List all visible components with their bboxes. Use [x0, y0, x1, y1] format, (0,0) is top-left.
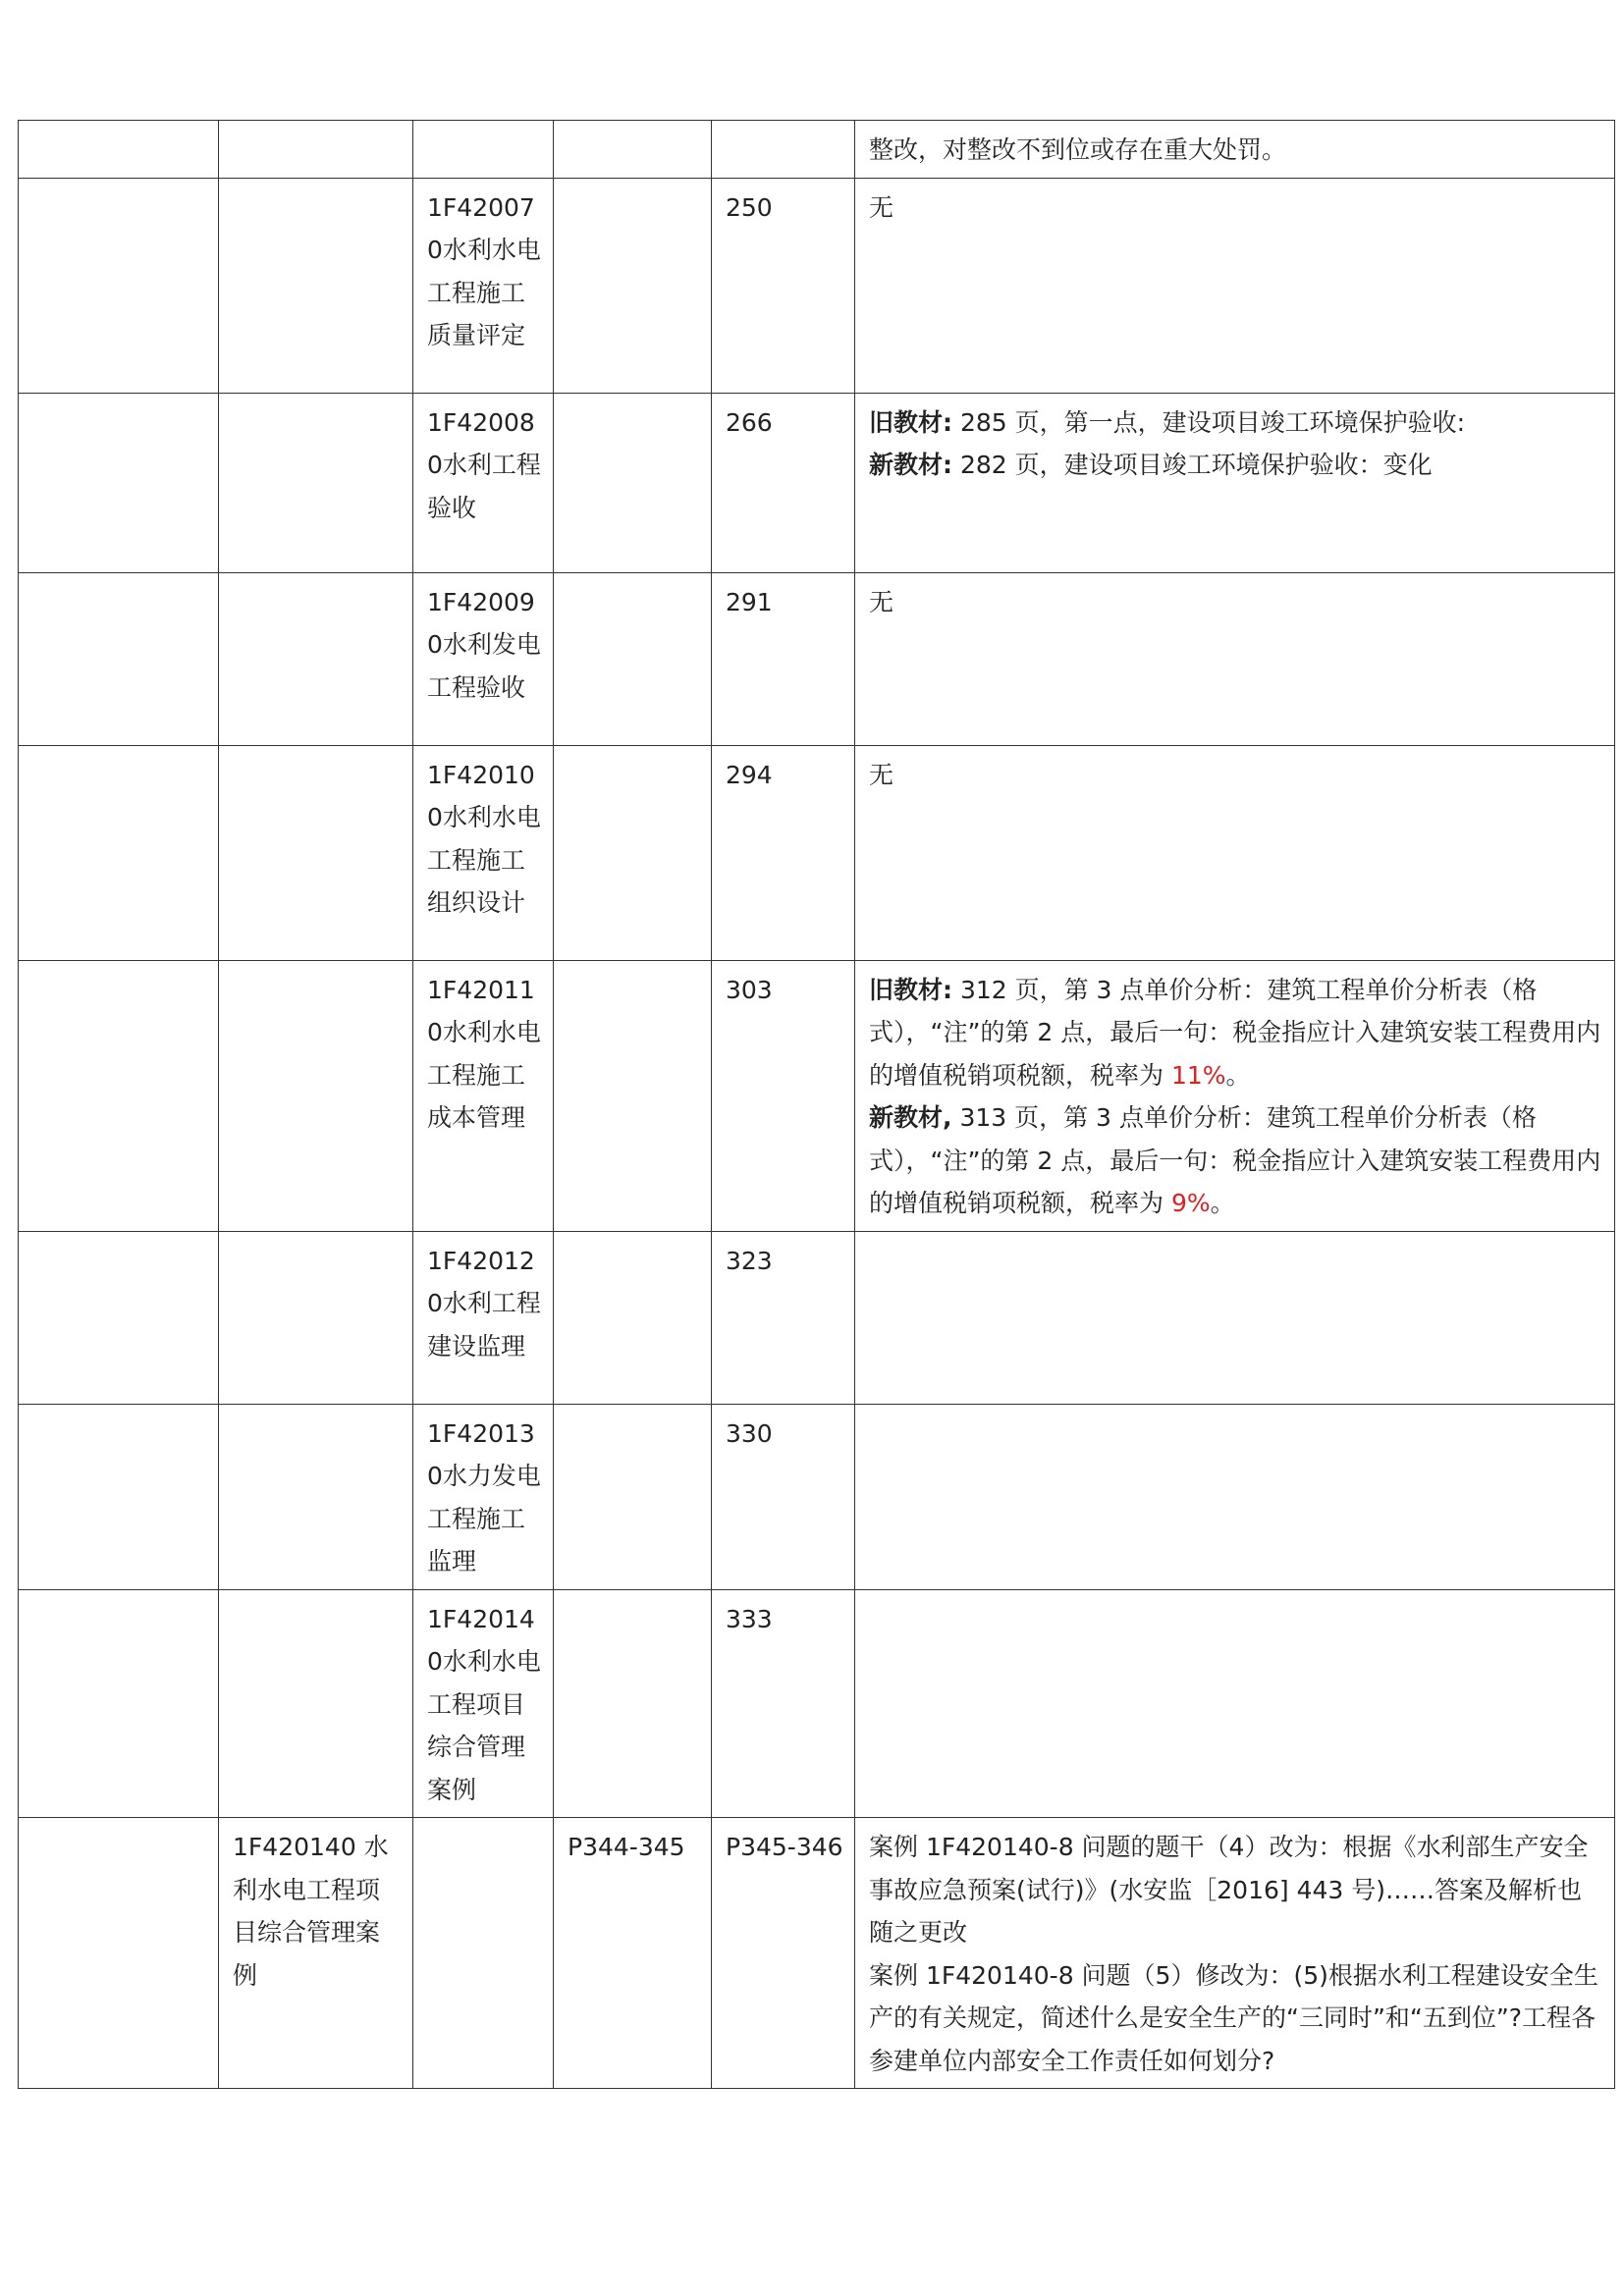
table-row [19, 572, 1615, 745]
cell-col2 [219, 960, 413, 1231]
cell-col4 [554, 178, 712, 393]
cell-col5 [712, 121, 855, 179]
cell-col2 [219, 121, 413, 179]
note-label: 新教材: [869, 451, 952, 479]
note-text: 。 [1210, 1189, 1235, 1217]
note-label: 新教材, [869, 1103, 952, 1132]
cell-col5: 250 [712, 178, 855, 393]
note-paragraph [869, 129, 1604, 172]
note-text: 312 页，第 3 点单价分析：建筑工程单价分析表（格式），“注”的第 2 点，最后一句：税金指应计入建筑安装工程费用内的增值税销项税额，税率为 [869, 975, 1601, 1090]
note-paragraph [869, 1826, 1604, 1954]
cell-col1 [19, 121, 219, 179]
note-text: 无 [869, 192, 894, 222]
cell-col5: P345-346 [712, 1818, 855, 2089]
note-text: 313 页，第 3 点单价分析：建筑工程单价分析表（格式），“注”的第 2 点，最后一句：税金指应计入建筑安装工程费用内的增值税销项税额，税率为 [869, 1103, 1601, 1217]
cell-col4 [554, 745, 712, 960]
tax-rate-highlight: 11% [1170, 1060, 1226, 1090]
cell-col4 [554, 960, 712, 1231]
note-text: 285 页，第一点，建设项目竣工环境保护验收: [952, 407, 1466, 437]
cell-notes [855, 572, 1615, 745]
cell-col1 [19, 393, 219, 572]
cell-notes [855, 1404, 1615, 1589]
cell-col4 [554, 1404, 712, 1589]
cell-notes [855, 1589, 1615, 1818]
cell-col2 [219, 745, 413, 960]
note-paragraph [869, 969, 1604, 1097]
cell-col1 [19, 178, 219, 393]
note-paragraph [869, 401, 1604, 445]
cell-notes [855, 960, 1615, 1231]
tax-rate-highlight: 9% [1170, 1189, 1211, 1217]
table-row [19, 393, 1615, 572]
cell-col3: 1F420080水利工程验收 [413, 393, 554, 572]
cell-col4 [554, 572, 712, 745]
cell-col5: 333 [712, 1589, 855, 1818]
cell-notes [855, 745, 1615, 960]
cell-col2 [219, 393, 413, 572]
cell-col5: 291 [712, 572, 855, 745]
cell-col1 [19, 1589, 219, 1818]
note-paragraph [869, 187, 1604, 230]
cell-col3 [413, 1818, 554, 2089]
note-text: 无 [869, 760, 894, 789]
cell-col3: 1F420110水利水电工程施工成本管理 [413, 960, 554, 1231]
note-text: 案例 1F420140-8 问题的题干（4）改为：根据《水利部生产安全事故应急预案(试行)》(水安监［2016] 443 号)……答案及解析也随之更改 [869, 1833, 1589, 1947]
table-row [19, 1589, 1615, 1818]
cell-col5: 303 [712, 960, 855, 1231]
cell-col5: 330 [712, 1404, 855, 1589]
cell-col4 [554, 393, 712, 572]
cell-notes [855, 178, 1615, 393]
cell-col2: 1F420140 水利水电工程项目综合管理案例 [219, 1818, 413, 2089]
change-table [18, 120, 1615, 2089]
cell-col3: 1F420070水利水电工程施工质量评定 [413, 178, 554, 393]
cell-col2 [219, 178, 413, 393]
cell-col1 [19, 1231, 219, 1404]
table-row [19, 745, 1615, 960]
cell-col5: 323 [712, 1231, 855, 1404]
cell-col2 [219, 1231, 413, 1404]
cell-col4 [554, 1589, 712, 1818]
cell-col2 [219, 1589, 413, 1818]
cell-col4 [554, 121, 712, 179]
cell-col1 [19, 1818, 219, 2089]
cell-col1 [19, 572, 219, 745]
note-text: 整改，对整改不到位或存在重大处罚。 [869, 135, 1287, 164]
cell-col4 [554, 1231, 712, 1404]
cell-notes [855, 121, 1615, 179]
cell-col3: 1F420120水利工程建设监理 [413, 1231, 554, 1404]
cell-notes [855, 1231, 1615, 1404]
cell-col3: 1F420140水利水电工程项目综合管理案例 [413, 1589, 554, 1818]
note-paragraph [869, 581, 1604, 624]
note-text: 案例 1F420140-8 问题（5）修改为：(5)根据水利工程建设安全生产的有关规定，简述什么是安全生产的“三同时”和“五到位”?工程各参建单位内部安全工作责任如何划分? [869, 1960, 1598, 2075]
cell-notes [855, 393, 1615, 572]
cell-col5: 266 [712, 393, 855, 572]
cell-col1 [19, 745, 219, 960]
cell-col3 [413, 121, 554, 179]
table-row [19, 1818, 1615, 2089]
note-paragraph [869, 1954, 1604, 2083]
note-paragraph [869, 754, 1604, 797]
table-row [19, 1404, 1615, 1589]
note-paragraph [869, 1096, 1604, 1225]
note-text: 。 [1225, 1060, 1251, 1090]
note-label: 旧教材: [869, 407, 952, 437]
table-row [19, 121, 1615, 179]
note-paragraph [869, 444, 1604, 487]
note-text: 无 [869, 587, 894, 616]
cell-col4: P344-345 [554, 1818, 712, 2089]
note-label: 旧教材: [869, 975, 952, 1004]
cell-col2 [219, 572, 413, 745]
cell-col3: 1F420100水利水电工程施工组织设计 [413, 745, 554, 960]
cell-col2 [219, 1404, 413, 1589]
cell-col5: 294 [712, 745, 855, 960]
note-text: 282 页，建设项目竣工环境保护验收：变化 [952, 451, 1433, 479]
cell-col3: 1F420130水力发电工程施工监理 [413, 1404, 554, 1589]
cell-notes [855, 1818, 1615, 2089]
table-row [19, 960, 1615, 1231]
cell-col3: 1F420090水利发电工程验收 [413, 572, 554, 745]
table-body [19, 121, 1615, 2089]
cell-col1 [19, 960, 219, 1231]
table-row [19, 1231, 1615, 1404]
table-row [19, 178, 1615, 393]
cell-col1 [19, 1404, 219, 1589]
